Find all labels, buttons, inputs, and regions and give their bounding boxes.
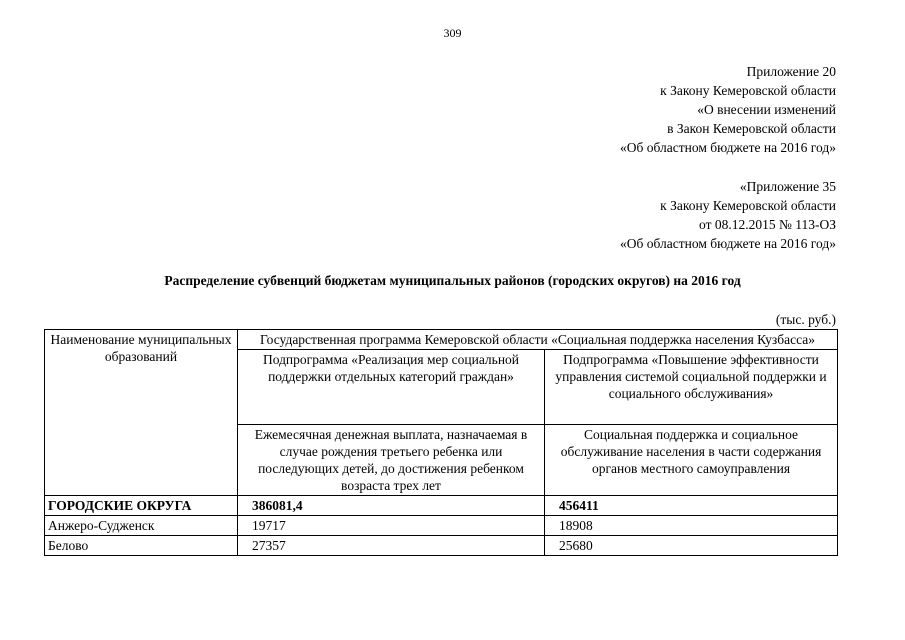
table-header-row (45, 330, 838, 350)
row-value-1: 19717 (238, 516, 545, 536)
header-measure-1: Ежемесячная денежная выплата, назначаемая в случае рождения третьего ребенка или последующих детей, до достижения ребенком возраста трех лет (238, 425, 545, 496)
row-value-1: 27357 (238, 536, 545, 556)
table-row (45, 516, 838, 536)
table-row (45, 536, 838, 556)
appendix-line: «О внесении изменений (697, 102, 836, 117)
appendix-line: «Об областном бюджете на 2016 год» (620, 236, 836, 251)
row-value-2: 18908 (545, 516, 838, 536)
row-value-1: 386081,4 (238, 496, 545, 516)
document-title: Распределение субвенций бюджетам муниципальных районов (городских округов) на 2016 год (164, 273, 741, 288)
appendix-line: «Приложение 35 (739, 179, 836, 194)
appendix-line: от 08.12.2015 № 113-ОЗ (699, 217, 836, 232)
row-value-2: 456411 (545, 496, 838, 516)
appendix-line: Приложение 20 (746, 64, 836, 79)
header-measure-2: Социальная поддержка и социальное обслуживание населения в части содержания органов местного самоуправления (545, 425, 838, 496)
appendix-35-header (436, 177, 836, 253)
header-subprogram-2: Подпрограмма «Повышение эффективности управления системой социальной поддержки и социального обслуживания» (545, 350, 838, 425)
row-name: Анжеро-Судженск (45, 516, 238, 536)
subventions-table (44, 329, 838, 556)
header-state-program: Государственная программа Кемеровской области «Социальная поддержка населения Кузбасса» (238, 330, 838, 350)
row-name: Белово (45, 536, 238, 556)
header-subprogram-1: Подпрограмма «Реализация мер социальной поддержки отдельных категорий граждан» (238, 350, 545, 425)
appendix-line: к Закону Кемеровской области (660, 83, 836, 98)
row-name: ГОРОДСКИЕ ОКРУГА (45, 496, 238, 516)
units-label: (тыс. руб.) (775, 312, 836, 327)
table-row (45, 496, 838, 516)
appendix-line: к Закону Кемеровской области (660, 198, 836, 213)
appendix-line: «Об областном бюджете на 2016 год» (620, 140, 836, 155)
appendix-line: в Закон Кемеровской области (667, 121, 836, 136)
header-municipality-name: Наименование муниципальных образований (45, 330, 238, 496)
row-value-2: 25680 (545, 536, 838, 556)
appendix-20-header (436, 62, 836, 157)
page-number: 309 (443, 26, 462, 40)
